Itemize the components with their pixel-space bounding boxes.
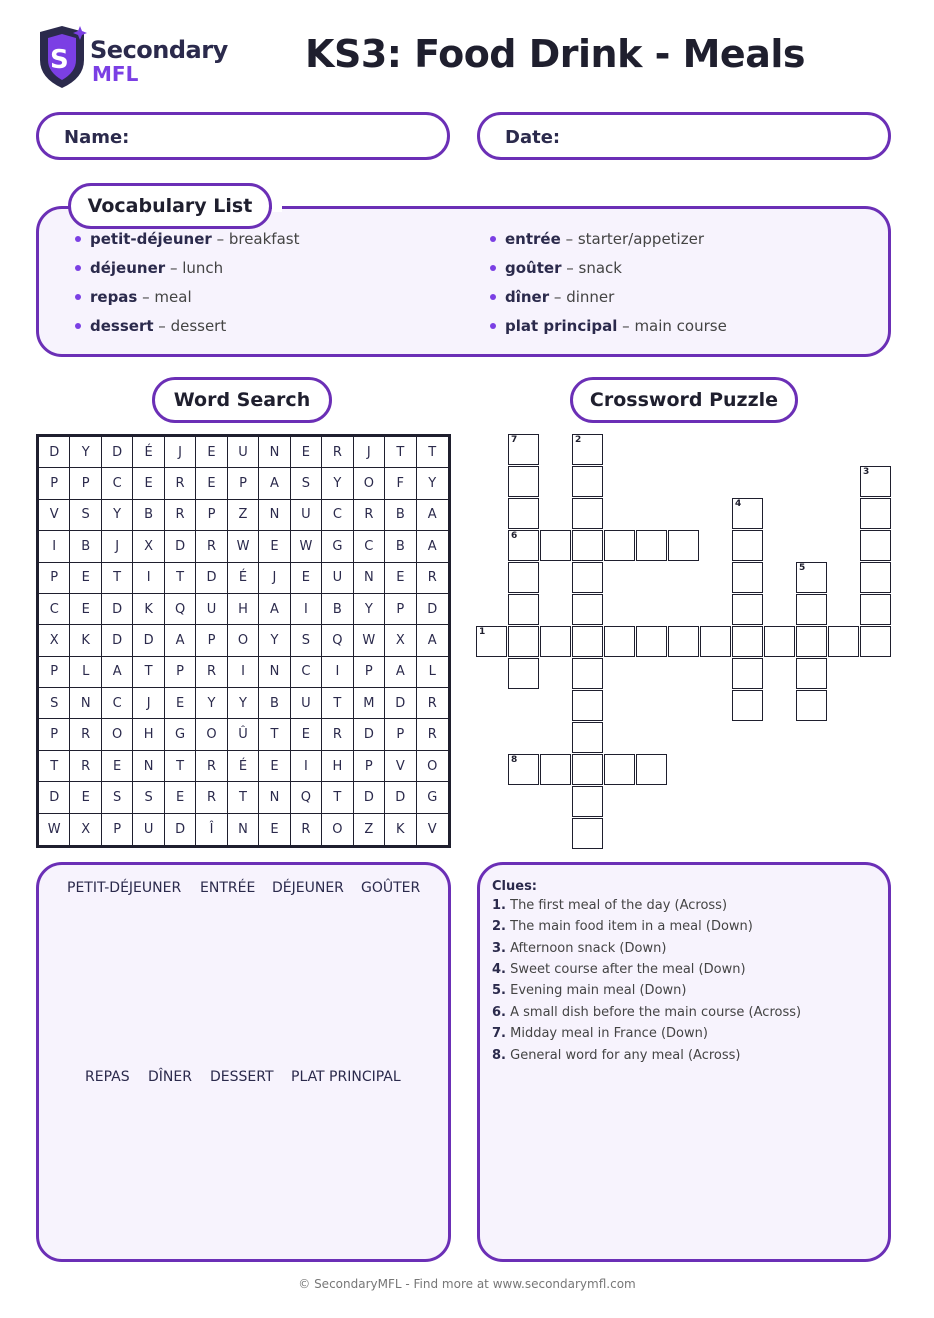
crossword-cell[interactable] bbox=[860, 594, 891, 625]
word-search-cell[interactable]: N bbox=[259, 500, 290, 531]
vocab-item: repas – meal bbox=[75, 288, 192, 306]
word-search-cell[interactable]: S bbox=[291, 625, 322, 656]
word-search-cell[interactable]: D bbox=[39, 437, 70, 468]
word-search-cell[interactable]: E bbox=[291, 719, 322, 750]
crossword-cell[interactable] bbox=[572, 658, 603, 689]
word-search-cell[interactable]: K bbox=[133, 594, 164, 625]
word-search-cell[interactable]: M bbox=[354, 688, 385, 719]
crossword-cell[interactable] bbox=[508, 498, 539, 529]
page-title: KS3: Food Drink - Meals bbox=[305, 32, 805, 76]
word-search-cell[interactable]: F bbox=[385, 468, 416, 499]
word-search-cell[interactable]: Q bbox=[322, 625, 353, 656]
word-search-cell[interactable]: Y bbox=[196, 688, 227, 719]
crossword-cell[interactable] bbox=[636, 754, 667, 785]
word-search-cell[interactable]: D bbox=[102, 437, 133, 468]
word-search-cell[interactable]: C bbox=[354, 531, 385, 562]
crossword-cell[interactable] bbox=[540, 626, 571, 657]
word-search-cell[interactable]: D bbox=[102, 594, 133, 625]
crossword-clue-number: 5 bbox=[799, 563, 806, 573]
crossword-cell[interactable] bbox=[572, 530, 603, 561]
crossword-cell[interactable] bbox=[796, 626, 827, 657]
crossword-cell[interactable] bbox=[508, 466, 539, 497]
word-search-cell[interactable]: Î bbox=[196, 814, 227, 845]
word-search-cell[interactable]: É bbox=[228, 563, 259, 594]
word-search-cell[interactable]: P bbox=[228, 468, 259, 499]
crossword-cell[interactable] bbox=[508, 658, 539, 689]
word-search-cell[interactable]: R bbox=[196, 751, 227, 782]
word-search-cell[interactable]: R bbox=[196, 531, 227, 562]
word-search-cell[interactable]: N bbox=[70, 688, 101, 719]
word-search-cell[interactable]: W bbox=[228, 531, 259, 562]
vocab-item: déjeuner – lunch bbox=[75, 259, 223, 277]
word-search-cell[interactable]: R bbox=[322, 719, 353, 750]
word-search-cell[interactable]: P bbox=[102, 814, 133, 845]
word-search-cell[interactable]: T bbox=[133, 657, 164, 688]
crossword-cell[interactable] bbox=[764, 626, 795, 657]
word-search-cell[interactable]: T bbox=[165, 751, 196, 782]
word-search-cell[interactable]: N bbox=[228, 814, 259, 845]
clue-item: 5. Evening main meal (Down) bbox=[492, 983, 687, 998]
word-search-cell[interactable]: P bbox=[354, 751, 385, 782]
word-search-cell[interactable]: J bbox=[133, 688, 164, 719]
word-search-cell[interactable]: A bbox=[417, 625, 448, 656]
date-label: Date: bbox=[505, 127, 561, 148]
logo-text-secondary: Secondary bbox=[90, 36, 228, 64]
crossword-cell[interactable] bbox=[796, 594, 827, 625]
word-search-cell[interactable]: N bbox=[354, 563, 385, 594]
crossword-cell[interactable] bbox=[732, 690, 763, 721]
word-list-panel bbox=[36, 862, 451, 1262]
crossword-cell[interactable] bbox=[828, 626, 859, 657]
word-search-cell[interactable]: R bbox=[417, 688, 448, 719]
word-search-cell[interactable]: E bbox=[196, 437, 227, 468]
clue-item: 2. The main food item in a meal (Down) bbox=[492, 919, 753, 934]
word-search-cell[interactable]: X bbox=[385, 625, 416, 656]
word-search-cell[interactable]: U bbox=[291, 500, 322, 531]
crossword-cell[interactable] bbox=[508, 754, 539, 785]
word-search-cell[interactable]: C bbox=[102, 468, 133, 499]
crossword-cell[interactable] bbox=[540, 530, 571, 561]
word-search-cell[interactable]: R bbox=[165, 468, 196, 499]
word-search-cell[interactable]: I bbox=[291, 751, 322, 782]
crossword-clue-number: 4 bbox=[735, 499, 742, 509]
word-search-cell[interactable]: E bbox=[133, 468, 164, 499]
crossword-cell[interactable] bbox=[636, 626, 667, 657]
word-search-cell[interactable]: D bbox=[417, 594, 448, 625]
word-search-cell[interactable]: D bbox=[165, 531, 196, 562]
word-search-cell[interactable]: B bbox=[70, 531, 101, 562]
word-search-cell[interactable]: T bbox=[165, 563, 196, 594]
crossword-cell[interactable] bbox=[668, 626, 699, 657]
word-search-cell[interactable]: B bbox=[385, 500, 416, 531]
crossword-clue-number: 2 bbox=[575, 435, 582, 445]
word-search-cell[interactable]: C bbox=[322, 500, 353, 531]
crossword-cell[interactable] bbox=[796, 690, 827, 721]
crossword-cell[interactable] bbox=[572, 786, 603, 817]
word-search-cell[interactable]: E bbox=[259, 531, 290, 562]
word-search-cell[interactable]: V bbox=[427, 821, 437, 837]
vocab-item: entrée – starter/appetizer bbox=[490, 230, 704, 248]
word-search-cell[interactable]: A bbox=[385, 657, 416, 688]
word-search-cell[interactable]: T bbox=[417, 437, 448, 468]
word-search-cell[interactable]: W bbox=[39, 814, 70, 845]
word-search-cell[interactable]: R bbox=[196, 782, 227, 813]
word-search-cell[interactable]: K bbox=[385, 814, 416, 845]
word-search-cell[interactable]: X bbox=[133, 531, 164, 562]
word-search-cell[interactable]: D bbox=[385, 688, 416, 719]
word-search-cell[interactable]: D bbox=[102, 625, 133, 656]
vocab-item: dîner – dinner bbox=[490, 288, 614, 306]
word-search-cell[interactable]: L bbox=[70, 657, 101, 688]
word-search-cell[interactable]: R bbox=[165, 500, 196, 531]
vocab-item: goûter – snack bbox=[490, 259, 622, 277]
word-search-cell[interactable]: G bbox=[322, 531, 353, 562]
word-search-cell[interactable]: X bbox=[39, 625, 70, 656]
word-search-cell[interactable]: R bbox=[70, 751, 101, 782]
word-search-cell[interactable]: A bbox=[165, 625, 196, 656]
word-search-cell[interactable]: E bbox=[291, 563, 322, 594]
word-search-cell[interactable]: P bbox=[196, 500, 227, 531]
vocab-item: plat principal – main course bbox=[490, 317, 727, 335]
word-search-cell[interactable]: I bbox=[322, 657, 353, 688]
crossword-clue-number: 6 bbox=[511, 531, 518, 541]
crossword-cell[interactable] bbox=[508, 594, 539, 625]
word-search-cell[interactable]: P bbox=[385, 719, 416, 750]
word-search-cell[interactable]: E bbox=[291, 437, 322, 468]
word-search-cell[interactable]: B bbox=[385, 531, 416, 562]
word-search-cell[interactable]: U bbox=[196, 594, 227, 625]
crossword-clue-number: 1 bbox=[479, 627, 486, 637]
crossword-cell[interactable] bbox=[508, 530, 539, 561]
crossword-cell[interactable] bbox=[796, 658, 827, 689]
word-search-cell[interactable]: G bbox=[417, 782, 448, 813]
crossword-clue-number: 3 bbox=[863, 467, 870, 477]
word-list-item: REPAS bbox=[85, 1069, 130, 1085]
name-label: Name: bbox=[64, 127, 130, 148]
crossword-cell[interactable] bbox=[572, 434, 603, 465]
word-search-cell[interactable]: O bbox=[417, 751, 448, 782]
word-list-item: GOÛTER bbox=[361, 880, 421, 896]
date-field[interactable] bbox=[477, 112, 891, 160]
word-list-item: PLAT PRINCIPAL bbox=[291, 1069, 401, 1085]
word-search-cell[interactable]: R bbox=[291, 814, 322, 845]
word-search-cell[interactable]: B bbox=[259, 688, 290, 719]
word-search-cell[interactable]: D bbox=[354, 782, 385, 813]
word-search-cell[interactable]: K bbox=[70, 625, 101, 656]
word-search-cell[interactable]: Q bbox=[291, 782, 322, 813]
crossword-clue-number: 8 bbox=[511, 755, 518, 765]
word-list-item: DÎNER bbox=[148, 1069, 192, 1085]
crossword-cell[interactable] bbox=[572, 466, 603, 497]
crossword-cell[interactable] bbox=[668, 530, 699, 561]
word-search-cell[interactable]: V bbox=[385, 751, 416, 782]
crossword-cell[interactable] bbox=[700, 626, 731, 657]
word-search-cell[interactable]: N bbox=[259, 657, 290, 688]
word-search-cell[interactable]: R bbox=[322, 437, 353, 468]
word-search-cell[interactable]: U bbox=[291, 688, 322, 719]
word-search-cell[interactable]: H bbox=[133, 719, 164, 750]
word-search-cell[interactable]: S bbox=[102, 782, 133, 813]
logo-text-mfl: MFL bbox=[92, 62, 139, 86]
word-list-item: DESSERT bbox=[210, 1069, 274, 1085]
crossword-cell[interactable] bbox=[508, 626, 539, 657]
word-search-cell[interactable]: T bbox=[102, 563, 133, 594]
crossword-cell[interactable] bbox=[636, 530, 667, 561]
word-search-cell[interactable]: H bbox=[228, 594, 259, 625]
word-search-cell[interactable]: V bbox=[39, 500, 70, 531]
word-search-cell[interactable]: O bbox=[102, 719, 133, 750]
word-search-cell[interactable]: N bbox=[259, 437, 290, 468]
word-search-cell[interactable]: H bbox=[322, 751, 353, 782]
word-search-cell[interactable]: J bbox=[354, 437, 385, 468]
word-search-cell[interactable]: P bbox=[165, 657, 196, 688]
word-search-cell[interactable]: N bbox=[259, 782, 290, 813]
vocab-tab-gap bbox=[272, 198, 282, 212]
word-list-item: DÉJEUNER bbox=[272, 880, 344, 896]
word-search-cell[interactable]: G bbox=[165, 719, 196, 750]
word-search-cell[interactable]: D bbox=[385, 782, 416, 813]
word-search-cell[interactable]: E bbox=[165, 688, 196, 719]
crossword-cell[interactable] bbox=[572, 498, 603, 529]
word-search-cell[interactable]: Y bbox=[70, 437, 101, 468]
name-field[interactable] bbox=[36, 112, 450, 160]
crossword-cell[interactable] bbox=[860, 530, 891, 561]
word-search-cell[interactable]: R bbox=[354, 500, 385, 531]
word-search-cell[interactable]: É bbox=[133, 437, 164, 468]
word-search-cell[interactable]: E bbox=[70, 594, 101, 625]
word-search-cell[interactable]: I bbox=[39, 531, 70, 562]
crossword-cell[interactable] bbox=[860, 626, 891, 657]
word-search-cell[interactable]: O bbox=[228, 625, 259, 656]
word-search-cell[interactable]: O bbox=[354, 468, 385, 499]
crossword-cell[interactable] bbox=[508, 562, 539, 593]
word-search-cell[interactable]: R bbox=[196, 657, 227, 688]
crossword-clue-number: 7 bbox=[511, 435, 518, 445]
word-search-cell[interactable]: P bbox=[39, 563, 70, 594]
word-search-cell[interactable]: T bbox=[259, 719, 290, 750]
word-search-cell[interactable]: E bbox=[70, 563, 101, 594]
clue-item: 6. A small dish before the main course (Across) bbox=[492, 1005, 802, 1020]
word-search-cell[interactable]: N bbox=[133, 751, 164, 782]
crossword-cell[interactable] bbox=[604, 530, 635, 561]
word-search-cell[interactable]: P bbox=[39, 468, 70, 499]
word-search-cell[interactable]: E bbox=[385, 563, 416, 594]
clues-heading: Clues: bbox=[492, 879, 538, 894]
word-search-cell[interactable]: J bbox=[102, 531, 133, 562]
word-search-cell[interactable]: S bbox=[70, 500, 101, 531]
word-search-cell[interactable]: I bbox=[291, 594, 322, 625]
word-search-cell[interactable]: E bbox=[259, 814, 290, 845]
word-search-cell[interactable]: T bbox=[322, 688, 353, 719]
word-search-cell[interactable]: Y bbox=[102, 500, 133, 531]
word-search-cell[interactable]: E bbox=[102, 751, 133, 782]
word-search-cell[interactable]: O bbox=[322, 814, 353, 845]
crossword-cell[interactable] bbox=[572, 594, 603, 625]
word-search-cell[interactable]: O bbox=[196, 719, 227, 750]
crossword-cell[interactable] bbox=[508, 434, 539, 465]
word-search-cell[interactable]: B bbox=[322, 594, 353, 625]
word-search-cell[interactable]: U bbox=[228, 437, 259, 468]
word-search-cell[interactable]: I bbox=[228, 657, 259, 688]
word-search-cell[interactable]: D bbox=[133, 625, 164, 656]
vocabulary-heading: Vocabulary List bbox=[68, 183, 272, 229]
word-search-cell[interactable]: A bbox=[417, 500, 448, 531]
crossword-cell[interactable] bbox=[572, 754, 603, 785]
word-search-cell[interactable]: P bbox=[385, 594, 416, 625]
word-search-heading: Word Search bbox=[152, 377, 332, 423]
crossword-cell[interactable] bbox=[732, 658, 763, 689]
crossword-cell[interactable] bbox=[572, 690, 603, 721]
word-search-grid bbox=[36, 434, 451, 848]
word-search-cell[interactable]: Y bbox=[228, 688, 259, 719]
word-search-cell[interactable]: S bbox=[39, 688, 70, 719]
word-search-cell[interactable]: D bbox=[354, 719, 385, 750]
word-search-cell[interactable]: U bbox=[322, 563, 353, 594]
crossword-cell[interactable] bbox=[540, 754, 571, 785]
crossword-cell[interactable] bbox=[572, 722, 603, 753]
crossword-cell[interactable] bbox=[572, 562, 603, 593]
word-search-cell[interactable]: P bbox=[39, 719, 70, 750]
svg-text:S: S bbox=[50, 45, 69, 75]
word-search-cell[interactable]: Y bbox=[322, 468, 353, 499]
word-search-cell[interactable]: Y bbox=[354, 594, 385, 625]
word-search-cell[interactable]: D bbox=[39, 782, 70, 813]
crossword-cell[interactable] bbox=[860, 466, 891, 497]
word-search-cell[interactable]: T bbox=[322, 782, 353, 813]
crossword-cell[interactable] bbox=[860, 498, 891, 529]
word-search-cell[interactable]: T bbox=[228, 782, 259, 813]
word-search-cell[interactable]: P bbox=[39, 657, 70, 688]
clue-item: 8. General word for any meal (Across) bbox=[492, 1048, 741, 1063]
crossword-cell[interactable] bbox=[860, 562, 891, 593]
word-search-cell[interactable]: C bbox=[291, 657, 322, 688]
word-search-cell[interactable]: Z bbox=[228, 500, 259, 531]
word-search-cell[interactable]: A bbox=[102, 657, 133, 688]
crossword-cell[interactable] bbox=[732, 594, 763, 625]
word-search-cell[interactable]: P bbox=[70, 468, 101, 499]
vocab-item: petit-déjeuner – breakfast bbox=[75, 230, 299, 248]
word-list-item: ENTRÉE bbox=[200, 880, 256, 896]
word-search-cell[interactable]: J bbox=[259, 563, 290, 594]
word-search-cell[interactable]: D bbox=[165, 814, 196, 845]
crossword-cell[interactable] bbox=[796, 562, 827, 593]
footer-text: © SecondaryMFL - Find more at www.secondarymfl.com bbox=[298, 1277, 636, 1291]
crossword-heading: Crossword Puzzle bbox=[570, 377, 798, 423]
word-list-item: PETIT-DÉJEUNER bbox=[67, 880, 182, 896]
word-search-cell[interactable]: Q bbox=[165, 594, 196, 625]
word-search-cell[interactable]: C bbox=[39, 594, 70, 625]
word-search-cell[interactable]: Û bbox=[228, 719, 259, 750]
word-search-cell[interactable]: T bbox=[39, 751, 70, 782]
crossword-cell[interactable] bbox=[732, 530, 763, 561]
crossword-cell[interactable] bbox=[476, 626, 507, 657]
word-search-cell[interactable]: X bbox=[70, 814, 101, 845]
word-search-cell[interactable]: E bbox=[70, 782, 101, 813]
clue-item: 4. Sweet course after the meal (Down) bbox=[492, 962, 746, 977]
word-search-cell[interactable]: E bbox=[196, 468, 227, 499]
word-search-cell[interactable]: É bbox=[228, 751, 259, 782]
word-search-cell[interactable]: U bbox=[133, 814, 164, 845]
word-search-cell[interactable]: I bbox=[133, 563, 164, 594]
word-search-cell[interactable]: S bbox=[133, 782, 164, 813]
word-search-cell[interactable]: B bbox=[133, 500, 164, 531]
crossword-cell[interactable] bbox=[604, 626, 635, 657]
word-search-cell[interactable]: A bbox=[259, 594, 290, 625]
word-search-cell[interactable]: J bbox=[165, 437, 196, 468]
crossword-cell[interactable] bbox=[732, 498, 763, 529]
crossword-cell[interactable] bbox=[572, 626, 603, 657]
word-search-cell[interactable]: Z bbox=[354, 814, 385, 845]
word-search-cell[interactable]: A bbox=[417, 531, 448, 562]
word-search-cell[interactable]: S bbox=[291, 468, 322, 499]
word-search-cell[interactable]: R bbox=[417, 563, 448, 594]
clue-item: 3. Afternoon snack (Down) bbox=[492, 941, 667, 956]
word-search-cell[interactable]: L bbox=[417, 657, 448, 688]
crossword-cell[interactable] bbox=[732, 626, 763, 657]
word-search-cell[interactable]: E bbox=[259, 751, 290, 782]
clue-item: 7. Midday meal in France (Down) bbox=[492, 1026, 708, 1041]
word-search-cell[interactable]: T bbox=[385, 437, 416, 468]
word-search-cell[interactable]: D bbox=[196, 563, 227, 594]
clue-item: 1. The first meal of the day (Across) bbox=[492, 898, 728, 913]
crossword-cell[interactable] bbox=[572, 818, 603, 849]
word-search-cell[interactable]: E bbox=[165, 782, 196, 813]
crossword-cell[interactable] bbox=[604, 754, 635, 785]
word-search-cell[interactable]: W bbox=[354, 625, 385, 656]
word-search-cell[interactable]: Y bbox=[417, 468, 448, 499]
vocab-item: dessert – dessert bbox=[75, 317, 226, 335]
word-search-cell[interactable]: Y bbox=[259, 625, 290, 656]
crossword-grid bbox=[476, 434, 894, 854]
word-search-cell[interactable]: R bbox=[70, 719, 101, 750]
word-search-cell[interactable]: A bbox=[259, 468, 290, 499]
word-search-cell[interactable]: R bbox=[417, 719, 448, 750]
clues-panel bbox=[477, 862, 891, 1262]
crossword-cell[interactable] bbox=[732, 562, 763, 593]
word-search-cell[interactable]: C bbox=[102, 688, 133, 719]
word-search-cell[interactable]: W bbox=[291, 531, 322, 562]
word-search-cell[interactable]: P bbox=[196, 625, 227, 656]
word-search-cell[interactable]: P bbox=[354, 657, 385, 688]
